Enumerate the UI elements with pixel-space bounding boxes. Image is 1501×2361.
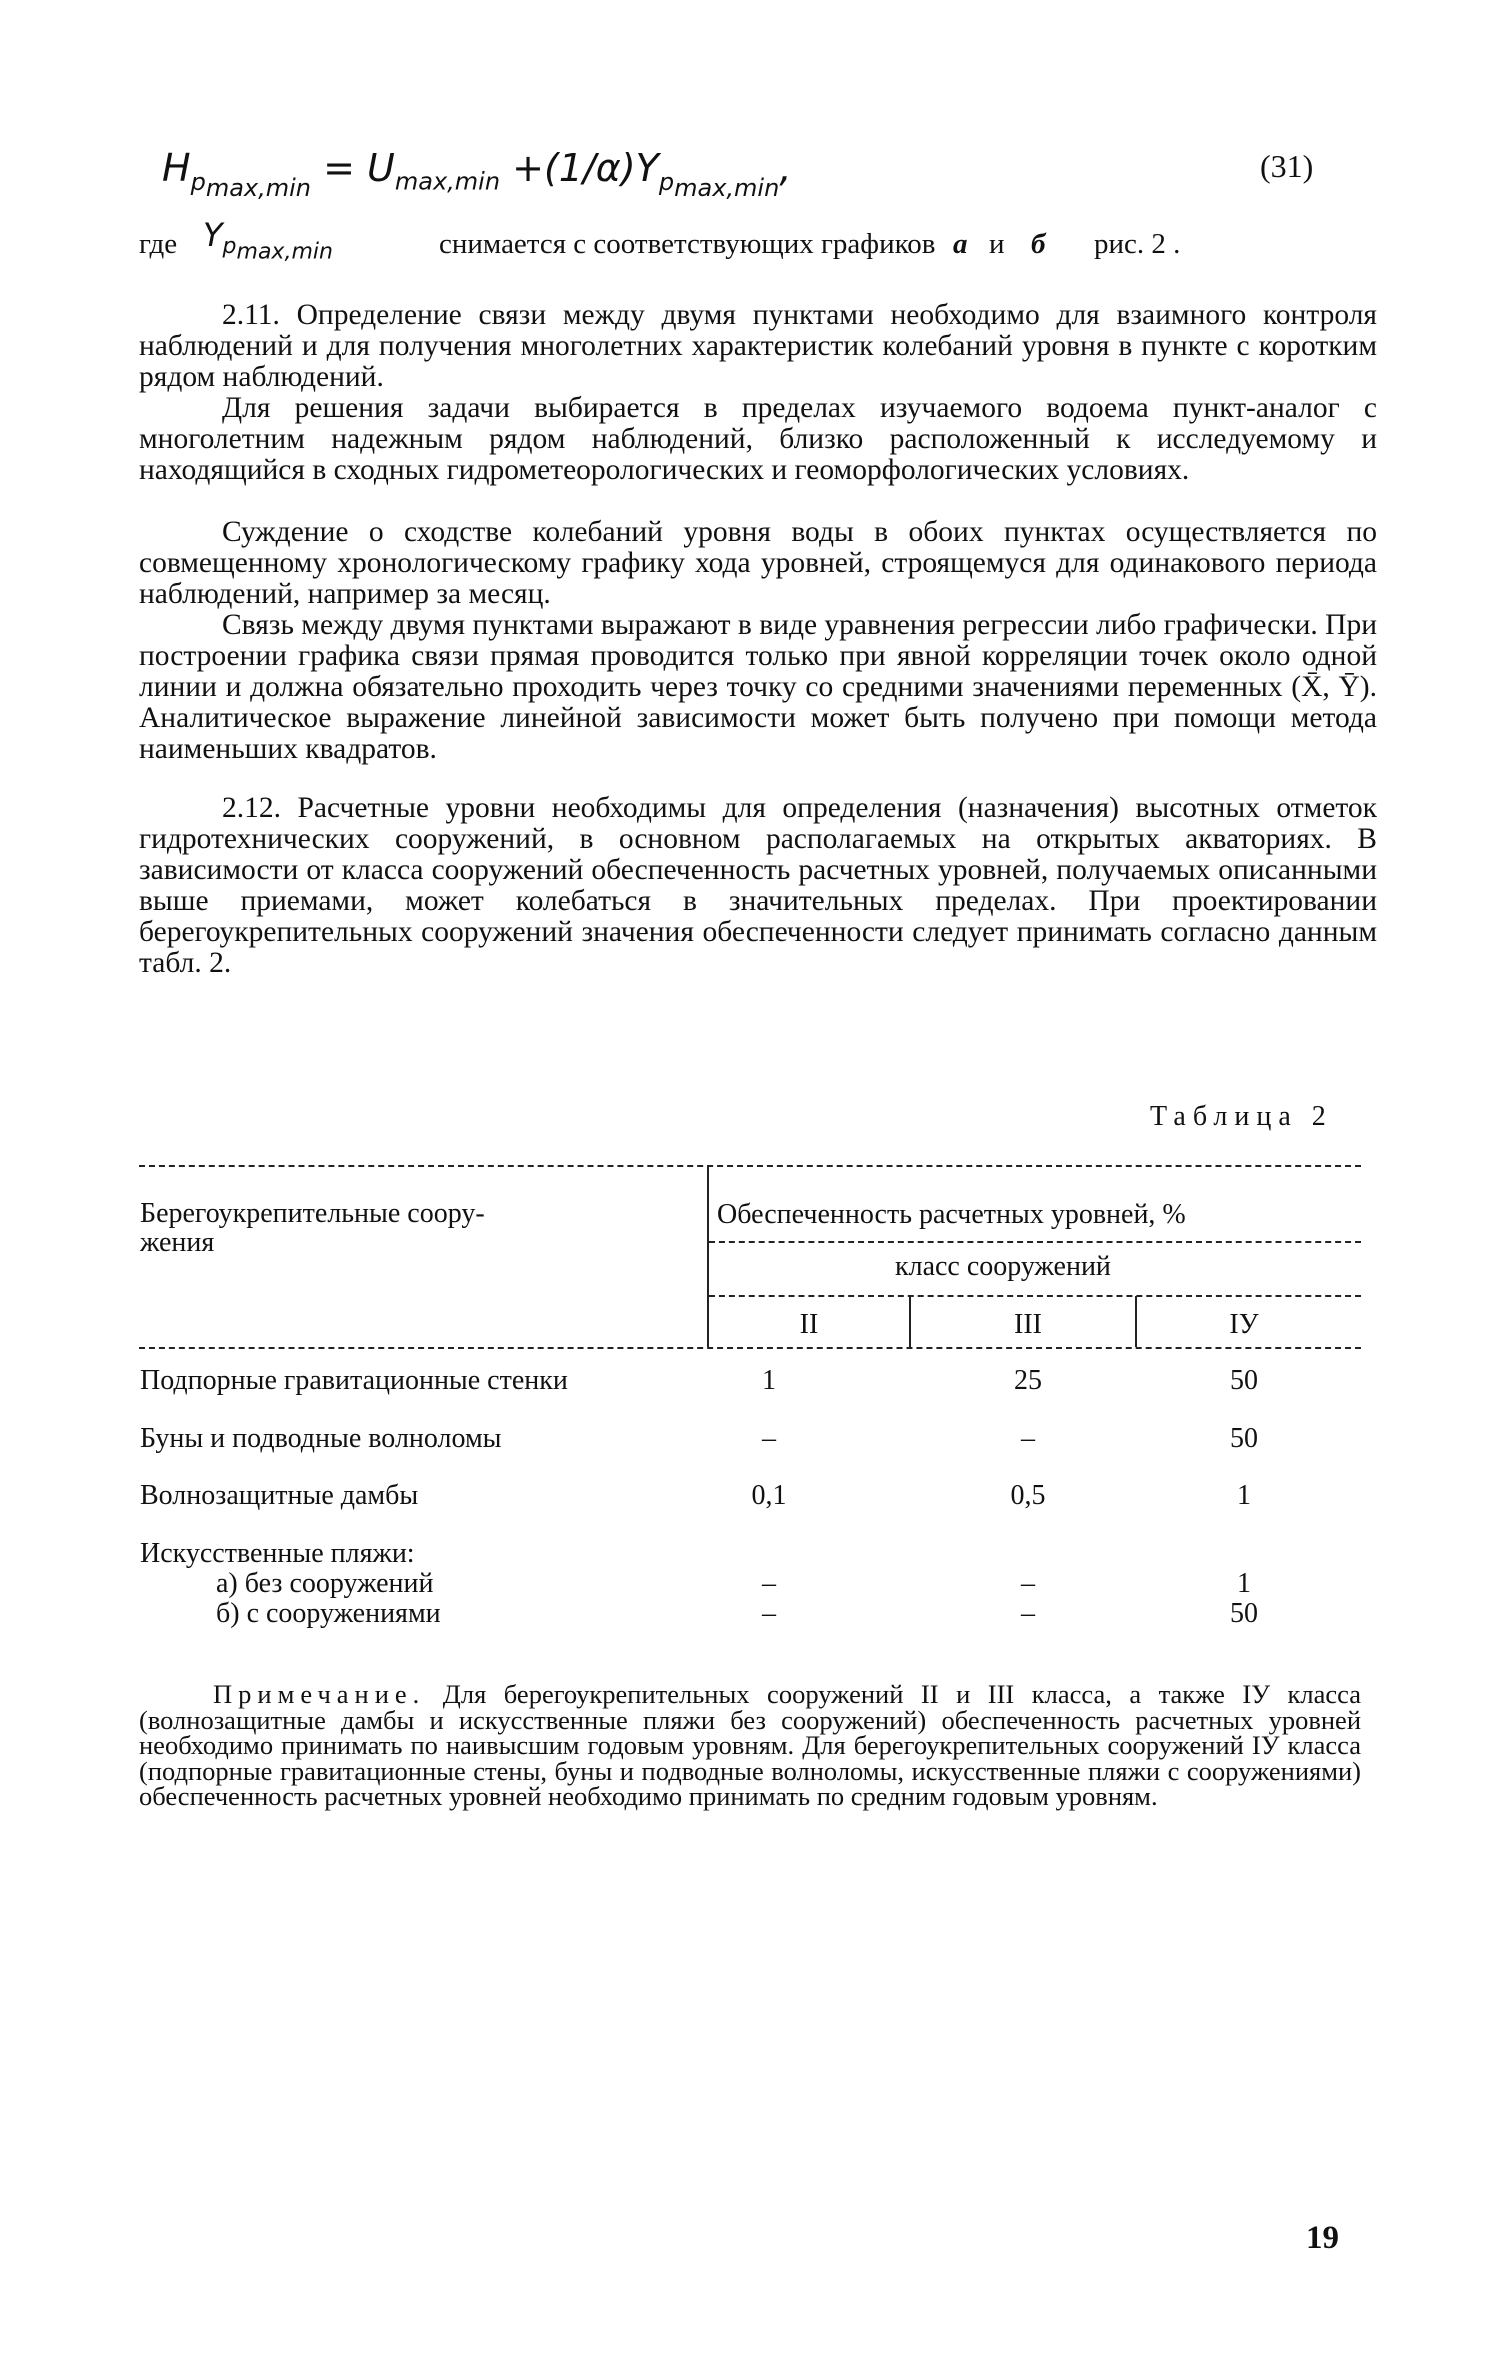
col-class-4: IУ (1229, 1309, 1259, 1340)
formula-rhs1-sub: max,min (394, 167, 501, 196)
header-divider-2 (1135, 1296, 1137, 1347)
formula-comma: , (779, 146, 792, 190)
row-label-beaches-without: а) без сооружений (216, 1568, 434, 1599)
header-structures (140, 1199, 485, 1257)
row-label-beaches-with: б) с сооружениями (216, 1598, 441, 1629)
formula-lhs-subsub: max,min (205, 173, 311, 202)
header-rule-1 (709, 1241, 1361, 1243)
header-structures-line2: жения (140, 1227, 215, 1258)
graph-b-ref: б (1031, 228, 1046, 260)
where-symbol-main: Y (203, 216, 223, 254)
where-symbol-subsub: max,min (236, 239, 333, 265)
cell-r2-c3: 50 (1230, 1423, 1258, 1454)
table-divider-main (707, 1165, 709, 1347)
formula-lhs: H (162, 146, 191, 190)
cell-r2-c1: – (762, 1423, 776, 1454)
note-text: Для берегоукрепительных сооружений II и III класса, а также IУ класса (волнозащитные дамбы и искусственные пляжи без сооружений) обеспеченность расчетных уровней необходимо принимать по наивысшим годовым уровням. Для берегоукрепительных сооружений IУ класса (подпорные гравитационные стены, буны и подводные волноломы, искусственные пляжи с сооружениями) обеспеченность расчетных уровней необходимо принимать по средним годовым уровням. (139, 1679, 1361, 1811)
where-text: снимается с соответствующих графиков (439, 228, 936, 260)
where-label: где (139, 228, 178, 260)
formula-lhs-sub: p (190, 167, 206, 196)
header-provision: Обеспеченность расчетных уровней, % (717, 1199, 1186, 1230)
formula-plus: + (512, 146, 544, 190)
cell-r3-c2: 0,5 (1010, 1480, 1046, 1511)
header-rule-2 (709, 1295, 1361, 1297)
row-label-groynes: Буны и подводные волноломы (140, 1423, 502, 1454)
cell-r2-c2: – (1021, 1423, 1035, 1454)
row-label-retaining-walls: Подпорные гравитационные стенки (140, 1365, 568, 1396)
cell-r5-c2: – (1021, 1598, 1035, 1629)
table-2 (139, 1165, 1361, 1640)
page-number: 19 (1306, 2220, 1339, 2256)
cell-r4-c3: 1 (1237, 1568, 1251, 1599)
equation-number: (31) (1260, 148, 1314, 184)
cell-r1-c1: 1 (762, 1365, 776, 1396)
header-divider-1 (909, 1296, 911, 1347)
cell-r5-c3: 50 (1230, 1598, 1258, 1629)
paragraph-regression: Связь между двумя пунктами выражают в виде уравнения регрессии либо графически. При построении графика связи прямая проводится только при явной корреляции точек около одной линии и должна обязательно проходить через точку со средними значениями переменных (X̄, Ȳ). Аналитическое выражение линейной зависимости может быть получено при помощи метода наименьших квадратов. (139, 609, 1377, 765)
cell-r3-c3: 1 (1237, 1480, 1251, 1511)
cell-r4-c2: – (1021, 1568, 1035, 1599)
graph-a-ref: а (953, 228, 968, 260)
row-label-wave-dams: Волнозащитные дамбы (140, 1480, 419, 1511)
paragraph-2-11: 2.11. Определение связи между двумя пунктами необходимо для взаимного контроля наблюдений и для получения многолетних характеристик колебаний уровня в пункте с коротким рядом наблюдений. (139, 299, 1377, 393)
formula-expression (162, 146, 791, 201)
cell-r4-c1: – (762, 1568, 776, 1599)
cell-r1-c3: 50 (1230, 1365, 1258, 1396)
formula-coef: (1/α) (543, 146, 636, 190)
formula-rhs2-sub: p (658, 167, 675, 196)
where-symbol (203, 216, 333, 265)
figure-ref: рис. 2 . (1094, 228, 1181, 260)
table-caption: Таблица 2 (1150, 1101, 1333, 1132)
cell-r5-c1: – (762, 1598, 776, 1629)
note-prefix: Примечание. (213, 1679, 426, 1709)
where-symbol-sub: p (222, 234, 237, 260)
paragraph-2-12: 2.12. Расчетные уровни необходимы для определения (назначения) высотных отметок гидротехнических сооружений, в основном располагаемых на открытых акваториях. В зависимости от класса сооружений обеспеченность расчетных уровней, получаемых описанными выше приемами, может колебаться в значительных пределах. При проектировании берегоукрепительных сооружений значения обеспеченности следует принимать согласно данным табл. 2. (139, 792, 1377, 979)
header-structures-line1: Берегоукрепительные соору- (140, 1198, 485, 1229)
table-top-rule (139, 1165, 1361, 1167)
formula-rhs2-subsub: max,min (674, 173, 780, 202)
cell-r1-c2: 25 (1014, 1365, 1042, 1396)
header-structure-class: класс сооружений (895, 1251, 1111, 1282)
where-clause (139, 216, 1379, 276)
cell-r3-c1: 0,1 (751, 1480, 787, 1511)
table-note (139, 1679, 1361, 1811)
row-label-beaches: Искусственные пляжи: (140, 1538, 415, 1569)
paragraph-analog: Для решения задачи выбирается в пределах изучаемого водоема пункт-аналог с многолетним надежным рядом наблюдений, близко расположенный к исследуемому и находящийся в сходных гидрометеорологических и геоморфологических условиях. (139, 392, 1377, 486)
header-bottom-rule (139, 1347, 1361, 1349)
col-class-2: II (799, 1309, 819, 1340)
formula-31 (162, 138, 1362, 208)
formula-equals: = (323, 146, 355, 190)
formula-rhs1: U (367, 146, 395, 190)
col-class-3: III (1014, 1309, 1042, 1340)
paragraph-similarity: Суждение о сходстве колебаний уровня воды в обоих пунктах осуществляется по совмещенному хронологическому графику хода уровней, строящемуся для одинакового периода наблюдений, например за месяц. (139, 516, 1377, 610)
where-and: и (989, 228, 1005, 260)
formula-rhs2: Y (635, 146, 659, 190)
